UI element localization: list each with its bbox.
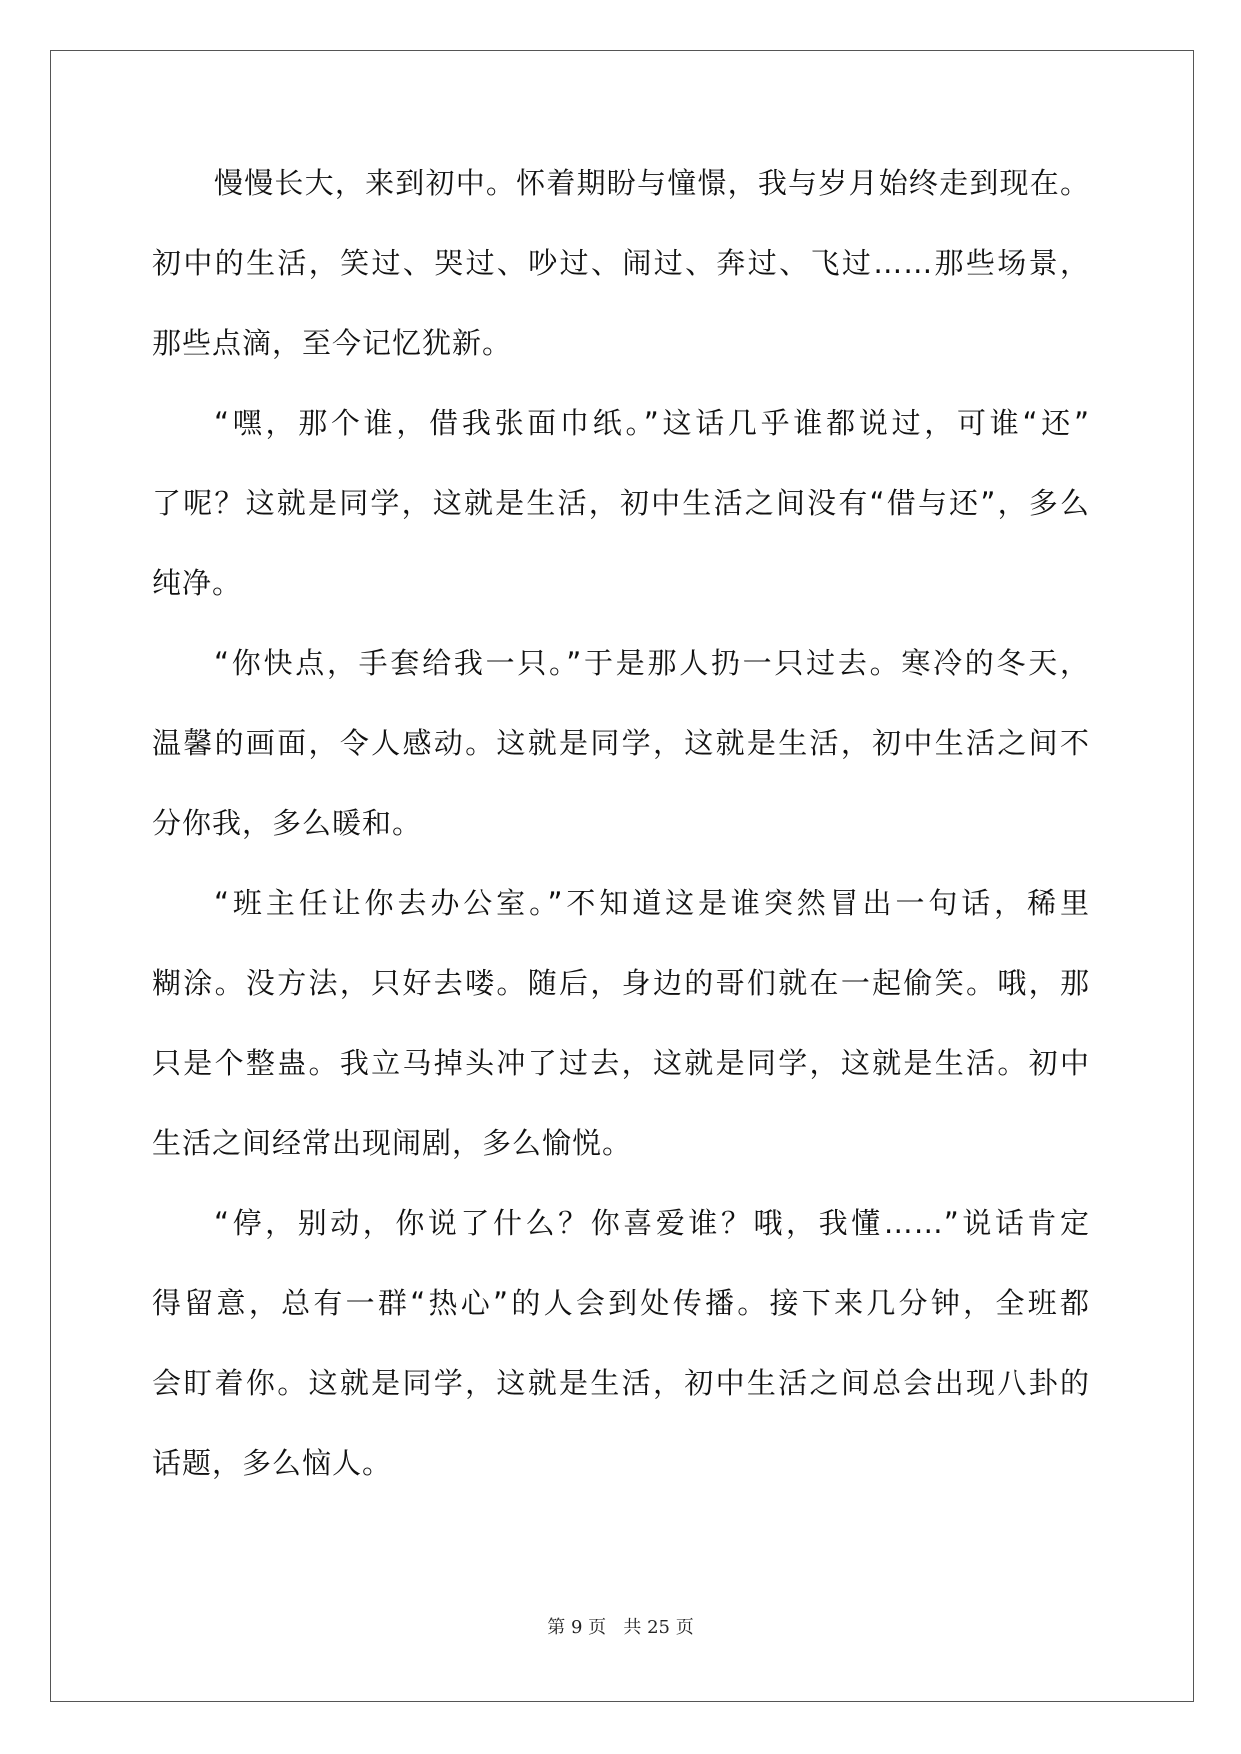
page-number-footer: 第 9 页 共 25 页 <box>547 1617 694 1638</box>
text-line: 纯净。 <box>152 566 243 600</box>
text-line: “你快点，手套给我一只。”于是那人扔一只过去。寒冷的冬天， <box>214 646 1090 680</box>
text-line: 话题，多么恼人。 <box>152 1446 393 1480</box>
text-line: 慢慢长大，来到初中。怀着期盼与憧憬，我与岁月始终走到现在。 <box>214 166 1090 200</box>
text-line: 会盯着你。这就是同学，这就是生活，初中生活之间总会出现八卦的 <box>152 1366 1090 1400</box>
text-line: “班主任让你去办公室。”不知道这是谁突然冒出一句话，稀里 <box>214 886 1090 920</box>
text-line: 那些点滴，至今记忆犹新。 <box>152 326 513 360</box>
text-line: 只是个整蛊。我立马掉头冲了过去，这就是同学，这就是生活。初中 <box>152 1046 1090 1080</box>
document-body <box>152 163 1090 1523</box>
text-line: 得留意，总有一群“热心”的人会到处传播。接下来几分钟，全班都 <box>152 1286 1090 1320</box>
text-line: 分你我，多么暖和。 <box>152 806 423 840</box>
text-line: “停，别动，你说了什么？你喜爱谁？哦，我懂……”说话肯定 <box>214 1206 1090 1240</box>
text-line: 初中的生活，笑过、哭过、吵过、闹过、奔过、飞过……那些场景， <box>152 246 1090 280</box>
text-line: 了呢？这就是同学，这就是生活，初中生活之间没有“借与还”，多么 <box>152 486 1090 520</box>
text-line: 糊涂。没方法，只好去喽。随后，身边的哥们就在一起偷笑。哦，那 <box>152 966 1090 1000</box>
text-line: 温馨的画面，令人感动。这就是同学，这就是生活，初中生活之间不 <box>152 726 1090 760</box>
text-line: 生活之间经常出现闹剧，多么愉悦。 <box>152 1126 633 1160</box>
text-line: “嘿，那个谁，借我张面巾纸。”这话几乎谁都说过，可谁“还” <box>214 406 1090 440</box>
